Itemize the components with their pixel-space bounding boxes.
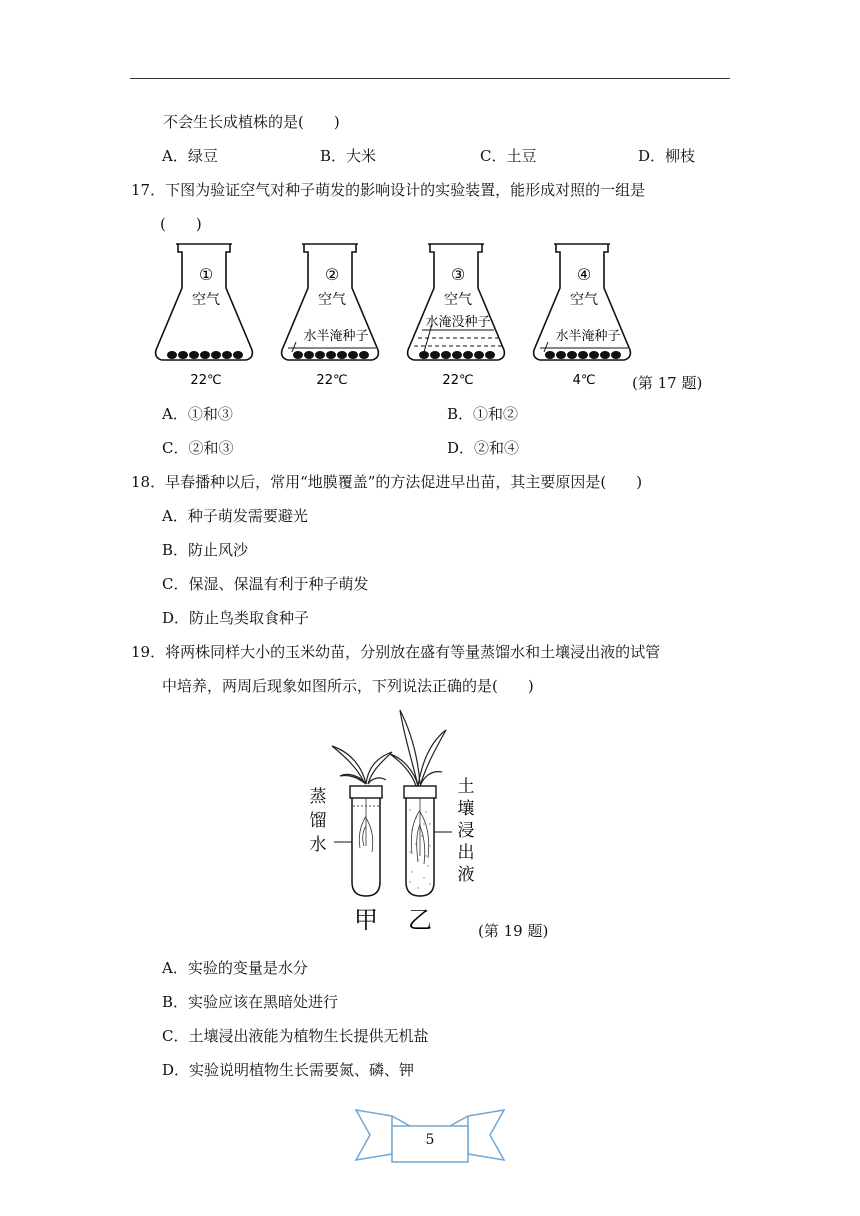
plant-jia [332,746,392,784]
flask-1 [156,244,253,388]
label-rang: 壤 [457,799,475,819]
q19-option-b: B．实验应该在黑暗处进行 [162,993,339,1011]
flask-2-label: 空气 [318,292,346,308]
q19-stem-line-2: 中培养，两周后现象如图所示，下列说法正确的是( ) [162,677,534,695]
flask-4-label: 空气 [570,292,598,308]
q16-option-d: D．柳枝 [638,147,696,165]
q18-option-c: C．保湿、保温有利于种子萌发 [162,575,369,593]
flask-2-number: ② [324,265,340,284]
tube-jia [350,786,382,896]
flask-3 [408,244,505,388]
q16-option-a: A．绿豆 [162,147,218,165]
header-rule [130,78,730,79]
label-chu: 出 [457,843,475,863]
flask-1-number: ① [198,265,214,284]
flask-4-water-label: 水半淹种子 [555,329,621,344]
q19-stem-line-1: 19．将两株同样大小的玉米幼苗，分别放在盛有等量蒸馏水和土壤浸出液的试管 [131,643,661,661]
q16-option-c: C．土豆 [480,147,537,165]
tube-label-yi: 乙 [408,906,432,934]
flask-1-temp: 22℃ [190,373,222,388]
q17-flasks-figure [150,238,650,393]
q17-option-c: C．②和③ [162,439,234,457]
flask-3-water-label: 水淹没种子 [425,315,491,330]
q17-caption: (第 17 题) [632,374,703,392]
flask-3-number: ③ [450,265,466,284]
label-zheng: 蒸 [309,787,327,807]
plant-yi [390,710,446,786]
flask-3-label: 空气 [444,292,472,308]
q19-option-c: C．土壤浸出液能为植物生长提供无机盐 [162,1027,429,1045]
q18-option-a: A．种子萌发需要避光 [162,507,308,525]
flask-4 [534,244,631,388]
q18-option-b: B．防止风沙 [162,541,249,559]
page-number: 5 [425,1132,435,1148]
q19-option-d: D．实验说明植物生长需要氮、磷、钾 [162,1061,415,1079]
q16-option-b: B．大米 [320,147,377,165]
label-jin: 浸 [457,821,475,841]
q18-stem: 18．早春播种以后，常用“地膜覆盖”的方法促进早出苗，其主要原因是( ) [131,473,643,491]
q16-continuation: 不会生长成植株的是( ) [163,113,340,131]
q17-stem: 17．下图为验证空气对种子萌发的影响设计的实验装置，能形成对照的一组是 [131,181,646,199]
q17-blank: ( ) [160,215,202,233]
flask-4-temp: 4℃ [572,373,596,388]
flask-1-label: 空气 [192,292,220,308]
tube-yi [404,786,436,896]
flask-3-temp: 22℃ [442,373,474,388]
label-ye: 液 [457,865,475,885]
q19-option-a: A．实验的变量是水分 [162,959,308,977]
label-shui: 水 [309,835,327,855]
q17-option-a: A．①和③ [162,405,233,423]
tube-label-jia: 甲 [354,906,378,934]
q18-option-d: D．防止鸟类取食种子 [162,609,310,627]
flask-4-number: ④ [576,265,592,284]
flask-2-temp: 22℃ [316,373,348,388]
q17-option-d: D．②和④ [447,439,520,457]
flask-2 [282,244,379,388]
q19-test-tubes-figure [300,706,490,938]
q19-caption: (第 19 题) [478,922,549,940]
flask-2-water-label: 水半淹种子 [303,329,369,344]
label-liu: 馏 [309,811,327,831]
q17-option-b: B．①和② [447,405,519,423]
label-tu: 土 [457,777,475,797]
